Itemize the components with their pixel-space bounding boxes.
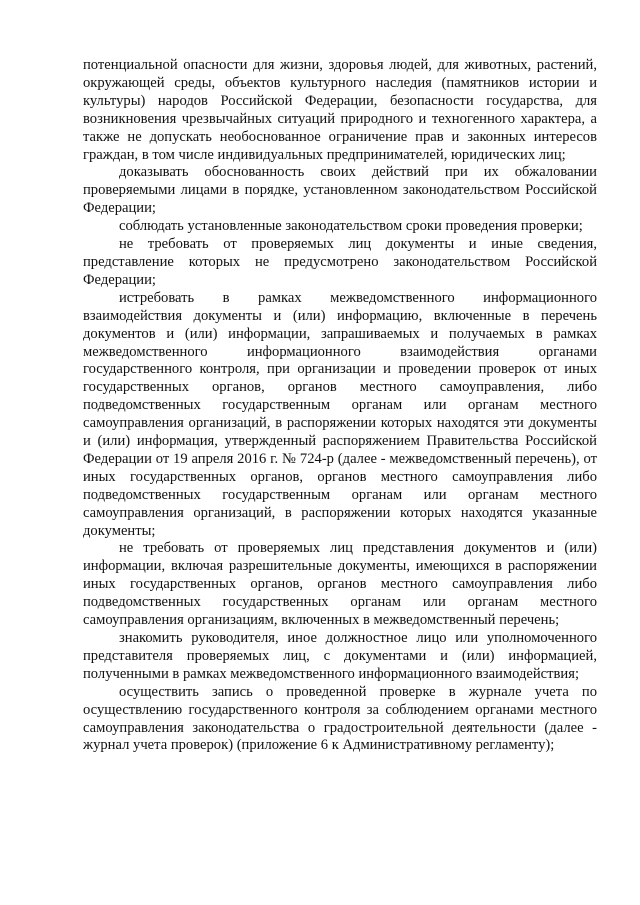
paragraph-no-extra-documents: не требовать от проверяемых лиц документы и иные сведения, представление которых не предусмотрено законодательством Российской Федерации; xyxy=(83,236,597,288)
document-body xyxy=(83,57,597,755)
paragraph-justify-actions: доказывать обоснованность своих действий при их обжаловании проверяемыми лицами в порядке, установленном законодательством Российской Федерации; xyxy=(83,164,597,217)
paragraph-inspection-log-record: осуществить запись о проведенной проверке в журнале учета по осуществлению государственного контроля за соблюдением органами местного самоуправления законодательства о градостроительной деятельности (далее - журнал учета проверок) (приложение 6 к Административному регламенту); xyxy=(83,683,597,754)
paragraph-no-require-documents: не требовать от проверяемых лиц представления документов и (или) информации, включая разрешительные документы, имеющихся в распоряжении иных государственных органов, органов местного самоуправления либо подведомственных государственных органам или органам местного самоуправления организациям, включенных в межведомственный перечень; xyxy=(83,540,597,629)
paragraph-observe-deadlines: соблюдать установленные законодательством сроки проведения проверки; xyxy=(119,218,583,235)
paragraph-continuation: потенциальной опасности для жизни, здоровья людей, для животных, растений, окружающей среды, объектов культурного наследия (памятников истории и культуры) народов Российской Федерации, безопасности государства, для возникновения чрезвычайных ситуаций природного и техногенного характера, а также не допускать необоснованное ограничение прав и законных интересов граждан, в том числе индивидуальных предпринимателей, юридических лиц; xyxy=(83,57,597,163)
paragraph-request-interagency: истребовать в рамках межведомственного информационного взаимодействия документы и (или) информацию, включенные в перечень документов и (или) информации, запрашиваемых и получаемых в рамках межведомственного информационного взаимодействия органами государственного контроля, при организации и проведении проверок от иных государственных органов, органов местного самоуправления, либо подведомственных государственным органам или органам местного самоуправления организаций, в распоряжении которых находятся эти документы и (или) информация, утвержденный распоряжением Правительства Российской Федерации от 19 апреля 2016 г. № 724-р (далее - межведомственный перечень), от иных государственных органов, органов местного самоуправления либо подведомственных государственным органам или органам местного самоуправления организаций, в распоряжении которых находятся указанные документы; xyxy=(83,289,597,539)
paragraph-familiarize-representative: знакомить руководителя, иное должностное лицо или уполномоченного представителя проверяемых лиц, с документами и (или) информацией, полученными в рамках межведомственного информационного взаимодействия; xyxy=(83,630,597,682)
